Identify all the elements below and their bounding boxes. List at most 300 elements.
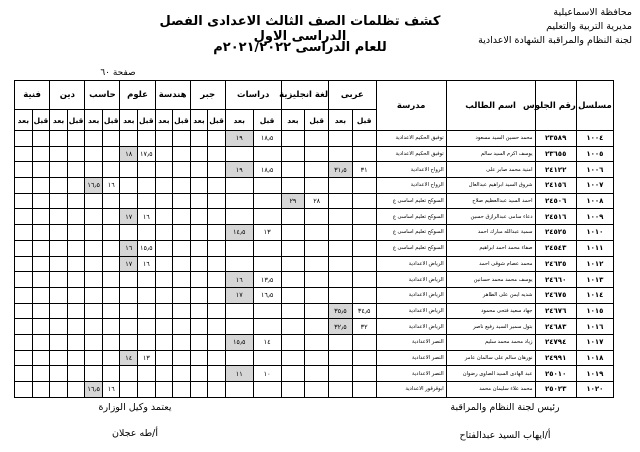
grade-religion-after [50, 287, 68, 303]
grade-social-after: ١٤٫٥ [225, 225, 253, 241]
grade-geometry-after [155, 334, 173, 350]
grade-social-before [253, 303, 281, 319]
grade-art-before [32, 382, 50, 398]
grade-computer-after [85, 303, 103, 319]
subhead-science-after: بعد [120, 110, 138, 131]
school-cell: النصر الاعدادية [376, 350, 446, 366]
grade-art-after [15, 178, 33, 194]
grade-arabic-before [352, 272, 376, 288]
grade-art-before [32, 350, 50, 366]
grade-algebra-before [208, 240, 226, 256]
grade-science-before [138, 382, 156, 398]
grade-algebra-before [208, 162, 226, 178]
grade-geometry-after [155, 131, 173, 147]
grade-geometry-after [155, 366, 173, 382]
grade-religion-before [67, 131, 85, 147]
col-school: مدرسة [376, 81, 446, 131]
subhead-art-before: قبل [32, 110, 50, 131]
directorate: مديرية التربية والتعليم [546, 21, 632, 32]
grade-geometry-before [173, 350, 191, 366]
grade-algebra-before [208, 287, 226, 303]
grade-geometry-after [155, 256, 173, 272]
school-cell: النصر الاعدادية [376, 366, 446, 382]
grade-arabic-before: ٣٢ [352, 319, 376, 335]
grade-science-after [120, 272, 138, 288]
table-row [15, 303, 614, 319]
grade-social-before: ١٣٫٥ [253, 272, 281, 288]
grade-art-before [32, 256, 50, 272]
subhead-social-after: بعد [225, 110, 253, 131]
student-name-cell: صفاء محمد احمد ابراهيم [446, 240, 535, 256]
school-cell: توفيق الحكيم الاعدادية [376, 146, 446, 162]
student-name-cell: محمد حسين السيد مسعود [446, 131, 535, 147]
grade-social-after [225, 256, 253, 272]
table-row [15, 162, 614, 178]
grade-computer-after [85, 334, 103, 350]
grade-english-before [305, 334, 329, 350]
grade-computer-before [102, 350, 120, 366]
grade-religion-before [67, 162, 85, 178]
grade-algebra-after [190, 193, 208, 209]
grade-english-before [305, 162, 329, 178]
grade-social-before [253, 178, 281, 194]
subhead-religion-after: بعد [50, 110, 68, 131]
school-cell: الرياض الاعدادية [376, 303, 446, 319]
seat-number-cell: ٢٤١٥٦ [535, 178, 576, 194]
grade-geometry-before [173, 209, 191, 225]
grade-art-after [15, 162, 33, 178]
school-cell: الرياض الاعدادية [376, 272, 446, 288]
grade-english-after [281, 382, 305, 398]
grade-social-before [253, 193, 281, 209]
grade-arabic-before [352, 256, 376, 272]
grade-algebra-before [208, 225, 226, 241]
grade-science-after [120, 334, 138, 350]
col-religion: دين [50, 81, 85, 110]
grade-art-before [32, 193, 50, 209]
grade-arabic-before [352, 178, 376, 194]
grade-social-before [253, 256, 281, 272]
grade-religion-after [50, 178, 68, 194]
grade-geometry-before [173, 225, 191, 241]
grade-religion-after [50, 350, 68, 366]
table-row [15, 287, 614, 303]
grade-algebra-before [208, 256, 226, 272]
grade-religion-before [67, 240, 85, 256]
grade-geometry-after [155, 382, 173, 398]
grade-science-after [120, 382, 138, 398]
grade-algebra-after [190, 209, 208, 225]
table-row [15, 146, 614, 162]
grade-religion-after [50, 193, 68, 209]
grade-english-before [305, 240, 329, 256]
grade-algebra-before [208, 272, 226, 288]
grade-computer-after [85, 209, 103, 225]
student-name-cell: سمية عبدالله مبارك احمد [446, 225, 535, 241]
grade-geometry-after [155, 209, 173, 225]
seat-number-cell: ٢٣٦٥٥ [535, 146, 576, 162]
grade-social-after [225, 240, 253, 256]
grade-art-after [15, 382, 33, 398]
grade-religion-before [67, 287, 85, 303]
seat-number-cell: ٢٤٧٩٤ [535, 334, 576, 350]
grade-english-before [305, 319, 329, 335]
grade-arabic-before [352, 287, 376, 303]
grade-computer-before [102, 366, 120, 382]
grade-science-before [138, 287, 156, 303]
grade-social-before: ١٨٫٥ [253, 131, 281, 147]
subhead-computer-after: بعد [85, 110, 103, 131]
seat-number-cell: ٢٤٥١٦ [535, 209, 576, 225]
page-number: صفحة ٦٠ [100, 68, 136, 78]
grade-algebra-before [208, 382, 226, 398]
grade-art-before [32, 272, 50, 288]
grade-geometry-before [173, 146, 191, 162]
grade-arabic-before [352, 146, 376, 162]
grade-computer-after [85, 366, 103, 382]
grade-english-after [281, 240, 305, 256]
school-cell: النصر الاعدادية [376, 334, 446, 350]
serial-cell: ١٠٠٦ [576, 162, 613, 178]
grade-computer-after [85, 256, 103, 272]
grade-religion-after [50, 256, 68, 272]
grade-geometry-after [155, 162, 173, 178]
grade-religion-before [67, 303, 85, 319]
grade-english-after: ٢٩ [281, 193, 305, 209]
serial-cell: ١٠٠٥ [576, 146, 613, 162]
grade-geometry-before [173, 240, 191, 256]
serial-cell: ١٠١٦ [576, 319, 613, 335]
grade-science-after [120, 366, 138, 382]
grade-social-before: ١٨٫٥ [253, 162, 281, 178]
grade-algebra-after [190, 178, 208, 194]
grade-science-before [138, 334, 156, 350]
student-name-cell: محمد عصام شوقى احمد [446, 256, 535, 272]
student-name-cell: احمد السيد عبدالعظيم صلاح [446, 193, 535, 209]
school-cell: الرياض الاعدادية [376, 256, 446, 272]
grade-algebra-after [190, 146, 208, 162]
grade-religion-before [67, 366, 85, 382]
serial-cell: ١٠٠٤ [576, 131, 613, 147]
school-cell: توفيق الحكيم الاعدادية [376, 131, 446, 147]
table-row [15, 272, 614, 288]
grade-religion-after [50, 240, 68, 256]
seat-number-cell: ٢٥٠٢٣ [535, 382, 576, 398]
col-algebra: جبر [190, 81, 225, 110]
grade-science-after: ١٤ [120, 350, 138, 366]
grade-art-after [15, 256, 33, 272]
grade-algebra-before [208, 366, 226, 382]
chair-name: أ/ايهاب السيد عبدالفتاح [459, 430, 551, 441]
school-cell: السوكح تعليم اساسى ع [376, 240, 446, 256]
serial-cell: ١٠١٣ [576, 272, 613, 288]
grade-arabic-after [329, 287, 353, 303]
grade-english-before [305, 350, 329, 366]
grade-arabic-after: ٣٢٫٥ [329, 319, 353, 335]
grade-art-before [32, 131, 50, 147]
grade-arabic-after [329, 131, 353, 147]
chair-title: رئيس لجنة النظام والمراقبة [450, 402, 560, 413]
grade-computer-before [102, 225, 120, 241]
seat-number-cell: ٢٤٩٩١ [535, 350, 576, 366]
report-title: كشف تظلمات الصف الثالث الاعدادى الفصل الدراسى الاول [159, 14, 441, 44]
grade-science-after: ١٧ [120, 209, 138, 225]
grade-art-after [15, 303, 33, 319]
grade-religion-before [67, 178, 85, 194]
subhead-arabic-before: قبل [352, 110, 376, 131]
grade-art-before [32, 240, 50, 256]
grade-arabic-after [329, 225, 353, 241]
subhead-religion-before: قبل [67, 110, 85, 131]
grade-computer-before [102, 193, 120, 209]
grade-geometry-after [155, 303, 173, 319]
serial-cell: ١٠١٤ [576, 287, 613, 303]
grade-english-before [305, 131, 329, 147]
grade-social-after: ١٩ [225, 131, 253, 147]
grade-computer-before [102, 319, 120, 335]
grade-arabic-after [329, 256, 353, 272]
subhead-science-before: قبل [138, 110, 156, 131]
grade-english-after [281, 287, 305, 303]
student-name-cell: شروق السيد ابراهيم عبدالعال [446, 178, 535, 194]
grade-science-before [138, 319, 156, 335]
grade-computer-after: ١٦٫٥ [85, 382, 103, 398]
school-cell: الرواح الاعدادية [376, 162, 446, 178]
subhead-computer-before: قبل [102, 110, 120, 131]
grade-algebra-after [190, 350, 208, 366]
grade-social-after: ١٦ [225, 272, 253, 288]
subhead-arabic-after: بعد [329, 110, 353, 131]
grade-art-before [32, 146, 50, 162]
table-row [15, 350, 614, 366]
grade-social-after [225, 303, 253, 319]
grade-science-before [138, 366, 156, 382]
seat-number-cell: ٢٤٦٣٥ [535, 256, 576, 272]
grade-arabic-after: ٣٥٫٥ [329, 303, 353, 319]
grade-science-before [138, 131, 156, 147]
grade-english-after [281, 209, 305, 225]
grade-science-after: ١٨ [120, 146, 138, 162]
grade-geometry-before [173, 287, 191, 303]
school-cell: الرواح الاعدادية [376, 178, 446, 194]
grade-geometry-before [173, 131, 191, 147]
seat-number-cell: ٢٤٦٧٥ [535, 287, 576, 303]
grade-algebra-before [208, 319, 226, 335]
grade-computer-before: ١٦ [102, 382, 120, 398]
student-name-cell: عبد الهادى السيد الصاوى رضوان [446, 366, 535, 382]
grade-english-after [281, 366, 305, 382]
grade-social-after: ١٥٫٥ [225, 334, 253, 350]
grade-religion-after [50, 319, 68, 335]
col-social: دراسات [225, 81, 281, 110]
grade-geometry-after [155, 287, 173, 303]
grade-art-after [15, 193, 33, 209]
col-arabic: عربى [329, 81, 376, 110]
grade-arabic-before [352, 334, 376, 350]
table-row [15, 334, 614, 350]
student-name-cell: يوسف اكرم السيد سالم [446, 146, 535, 162]
student-name-cell: جهاد سعيد فتحى محمود [446, 303, 535, 319]
grade-algebra-after [190, 162, 208, 178]
grade-arabic-before [352, 225, 376, 241]
grade-algebra-after [190, 303, 208, 319]
grade-computer-before [102, 334, 120, 350]
grade-science-after [120, 193, 138, 209]
grade-geometry-before [173, 272, 191, 288]
grade-social-after [225, 382, 253, 398]
grade-art-after [15, 225, 33, 241]
grade-computer-after [85, 131, 103, 147]
grade-social-before: ١٣ [253, 225, 281, 241]
grade-english-before [305, 366, 329, 382]
grade-arabic-after [329, 146, 353, 162]
grade-religion-after [50, 146, 68, 162]
table-row [15, 225, 614, 241]
grade-algebra-before [208, 350, 226, 366]
grade-computer-after [85, 287, 103, 303]
grade-religion-after [50, 334, 68, 350]
grade-arabic-after [329, 272, 353, 288]
grade-science-before: ١٧٫٥ [138, 146, 156, 162]
grade-computer-after [85, 240, 103, 256]
grade-arabic-after [329, 382, 353, 398]
grade-social-before [253, 209, 281, 225]
grade-religion-after [50, 209, 68, 225]
subhead-geometry-before: قبل [173, 110, 191, 131]
grade-arabic-after [329, 193, 353, 209]
grade-art-before [32, 287, 50, 303]
grade-geometry-after [155, 193, 173, 209]
grade-science-before: ١٦ [138, 256, 156, 272]
grade-social-after: ١١ [225, 366, 253, 382]
grade-religion-after [50, 272, 68, 288]
student-name-cell: بتول سمير السيد رفيع ناصر [446, 319, 535, 335]
grade-religion-after [50, 131, 68, 147]
grade-science-after [120, 225, 138, 241]
subhead-algebra-before: قبل [208, 110, 226, 131]
grade-arabic-before [352, 382, 376, 398]
grade-english-before [305, 225, 329, 241]
grade-english-after [281, 303, 305, 319]
seat-number-cell: ٢٤٦٦٠ [535, 272, 576, 288]
grade-science-before: ١٥٫٥ [138, 240, 156, 256]
grade-religion-before [67, 146, 85, 162]
grade-algebra-after [190, 334, 208, 350]
grade-arabic-after [329, 366, 353, 382]
grade-social-before [253, 382, 281, 398]
grade-social-after [225, 146, 253, 162]
grade-english-after [281, 350, 305, 366]
grade-algebra-before [208, 146, 226, 162]
grade-art-before [32, 319, 50, 335]
grade-computer-after: ١٦٫٥ [85, 178, 103, 194]
grade-algebra-after [190, 382, 208, 398]
student-name-cell: محمد علاء سليمان محمد [446, 382, 535, 398]
serial-cell: ١٠٢٠ [576, 382, 613, 398]
grade-art-before [32, 225, 50, 241]
grade-arabic-before: ٣١ [352, 162, 376, 178]
grade-english-after [281, 178, 305, 194]
table-row [15, 131, 614, 147]
grade-english-before [305, 256, 329, 272]
table-row [15, 178, 614, 194]
grade-science-after [120, 319, 138, 335]
seat-number-cell: ٢٣٥٨٩ [535, 131, 576, 147]
grade-science-after: ١٦ [120, 240, 138, 256]
grade-science-before [138, 303, 156, 319]
grade-art-before [32, 178, 50, 194]
grade-art-before [32, 334, 50, 350]
school-cell: السوكح تعليم اساسى ع [376, 193, 446, 209]
deputy-name: أ/طه عجلان [112, 428, 158, 439]
subhead-english-after: بعد [281, 110, 305, 131]
student-name-cell: امنية محمد صابر على [446, 162, 535, 178]
grade-religion-before [67, 225, 85, 241]
grade-geometry-before [173, 334, 191, 350]
grade-geometry-after [155, 350, 173, 366]
student-name-cell: يوسف محمد محمد حسانين [446, 272, 535, 288]
grade-science-after [120, 178, 138, 194]
grade-geometry-after [155, 240, 173, 256]
grade-religion-before [67, 350, 85, 366]
grade-computer-before: ١٦ [102, 178, 120, 194]
seat-number-cell: ٢٤٥٠٦ [535, 193, 576, 209]
grade-arabic-after: ٣١٫٥ [329, 162, 353, 178]
grade-english-after [281, 225, 305, 241]
serial-cell: ١٠١٨ [576, 350, 613, 366]
grade-social-before [253, 319, 281, 335]
grade-computer-before [102, 162, 120, 178]
grade-english-before [305, 146, 329, 162]
subhead-geometry-after: بعد [155, 110, 173, 131]
grade-english-after [281, 162, 305, 178]
grade-algebra-before [208, 334, 226, 350]
school-cell: السوكح تعليم اساسى ع [376, 225, 446, 241]
grade-english-after [281, 256, 305, 272]
grade-social-before [253, 350, 281, 366]
col-name: اسم الطالب [446, 81, 535, 131]
col-art: فنية [15, 81, 50, 110]
grade-computer-after [85, 272, 103, 288]
grade-algebra-before [208, 193, 226, 209]
grade-algebra-before [208, 178, 226, 194]
seat-number-cell: ٢٤٥٢٥ [535, 225, 576, 241]
grade-algebra-before [208, 209, 226, 225]
grade-science-before: ١٣ [138, 350, 156, 366]
grade-art-after [15, 319, 33, 335]
table-row [15, 366, 614, 382]
grade-english-before [305, 287, 329, 303]
student-name-cell: نورهان سالم على سالمان عامر [446, 350, 535, 366]
grade-algebra-after [190, 131, 208, 147]
grade-science-after [120, 303, 138, 319]
grade-science-before [138, 162, 156, 178]
serial-cell: ١٠١٧ [576, 334, 613, 350]
grade-art-after [15, 209, 33, 225]
table-row [15, 240, 614, 256]
grade-english-before [305, 382, 329, 398]
grade-computer-before [102, 256, 120, 272]
grade-algebra-before [208, 303, 226, 319]
school-cell: الرياض الاعدادية [376, 319, 446, 335]
grade-english-after [281, 319, 305, 335]
col-geometry: هندسة [155, 81, 190, 110]
grade-algebra-after [190, 272, 208, 288]
grade-arabic-after [329, 240, 353, 256]
governorate: محافظة الاسماعيلية [553, 7, 632, 18]
grade-english-before [305, 209, 329, 225]
grade-arabic-after [329, 209, 353, 225]
